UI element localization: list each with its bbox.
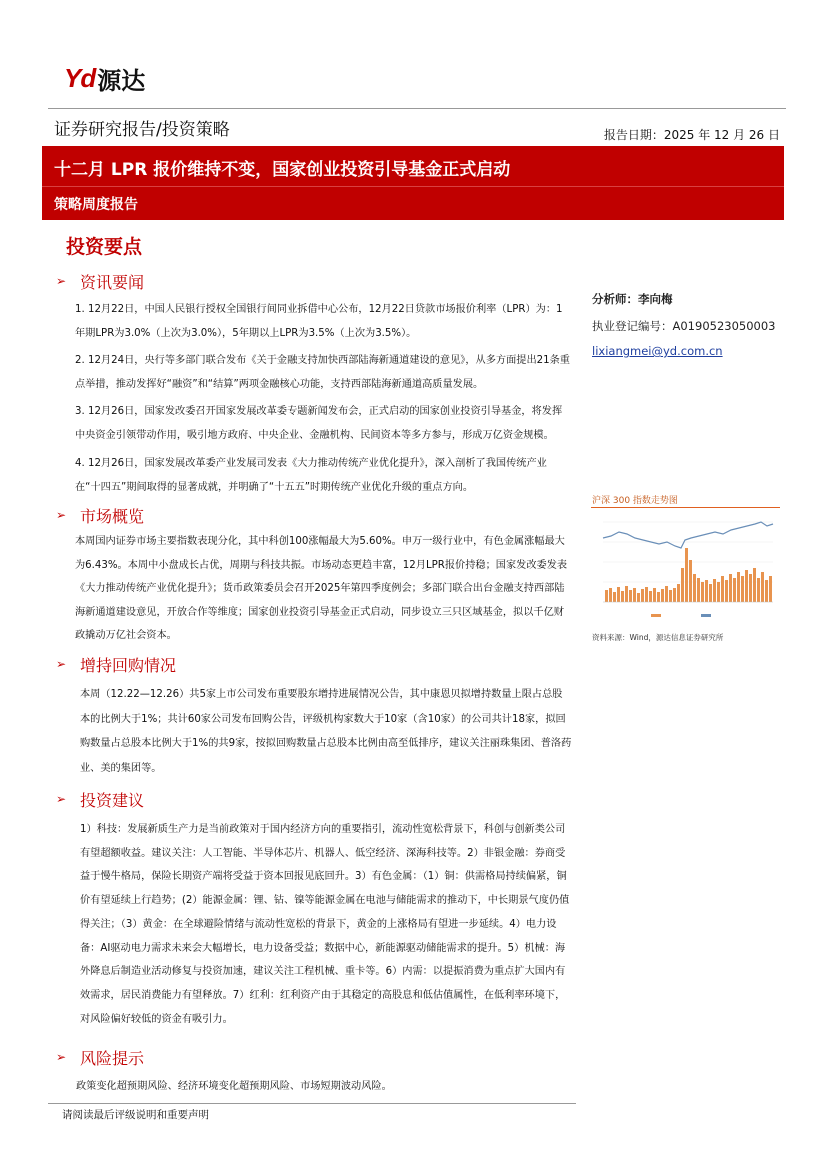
buyback-text: 本周（12.22—12.26）共5家上市公司发布重要股东增持进展情况公告，其中康恩贝拟增持数量上限占总股本的比例大于1%；共计60家公司发布回购公告，评级机构家数大于10家（含10家）的公司共计18家，拟回购数量占总股本比例大于1%的共9家，按拟回购数量占总股本比例由高至低排序，建议关注丽珠集团、普洛药业、美的集团等。	[80, 689, 572, 774]
news-item-3: 3. 12月26日，国家发改委召开国家发展改革委专题新闻发布会，正式启动的国家创业投资引导基金，将发挥中央资金引领带动作用，吸引地方政府、中央企业、金融机构、民间资本等多方参与，形成万亿资金规模。	[75, 406, 563, 441]
header-divider	[48, 108, 786, 109]
section-title: 市场概览	[80, 506, 145, 526]
section-news-heading	[56, 269, 144, 293]
csi300-trend-chart	[591, 507, 780, 627]
disclaimer-note: 请阅读最后评级说明和重要声明	[62, 1109, 209, 1121]
section-title: 风险提示	[80, 1048, 145, 1068]
logo	[64, 62, 146, 95]
subtitle-banner	[42, 186, 784, 220]
arrow-bullet-icon: ➢	[56, 508, 67, 522]
news-item-1: 1. 12月22日，中国人民银行授权全国银行间同业拆借中心公布，12月22日贷款市场报价利率（LPR）为：1年期LPR为3.0%（上次为3.0%），5年期以上LPR为3.5%（上次为3.5%）。	[75, 304, 563, 339]
chart-title: 沪深 300 指数走势图	[592, 496, 678, 506]
chart-image	[591, 508, 780, 628]
analyst-name: 分析师：李向梅	[592, 292, 673, 306]
report-title: 十二月 LPR 报价维持不变，国家创业投资引导基金正式启动	[54, 160, 511, 180]
risk-text: 政策变化超预期风险、经济环境变化超预期风险、市场短期波动风险。	[76, 1081, 392, 1092]
section-buyback-heading	[56, 652, 176, 676]
analyst-email-link[interactable]: lixiangmei@yd.com.cn	[592, 344, 723, 358]
chart-source: 资料来源：Wind，源达信息证券研究所	[592, 633, 724, 642]
report-type: 证券研究报告/投资策略	[54, 120, 230, 140]
section-risk-heading	[56, 1045, 144, 1069]
advice-text: 1）科技：发展新质生产力是当前政策对于国内经济方向的重要指引，流动性宽松背景下，科创与创新类公司有望超额收益。建议关注：人工智能、半导体芯片、机器人、低空经济、深海科技等。2）非银金融：券商受益于慢牛格局，保险长期资产端将受益于资本回报见底回升。3）有色金属：（1）铜：供需格局持续偏紧，铜价有望延续上行趋势；(2）能源金属：锂、钴、镍等能源金属在电池与储能需求的推动下，中长期景气度仍值得关注；（3）黄金：在全球避险情绪与流动性宽松的背景下，黄金的上涨格局有望进一步延续。4）电力设备：AI驱动电力需求未来会大幅增长，电力设备受益；数据中心，新能源驱动储能需求的提升。5）机械：海外降息后制造业活动修复与投资加速，建议关注工程机械、重卡等。6）内需：以提振消费为重点扩大国内有效需求，居民消费能力有望释放。7）红利：红利资产由于其稳定的高股息和低估值属性，在低利率环境下，对风险偏好较低的资金有吸引力。	[80, 824, 570, 1025]
section-title: 投资建议	[80, 790, 145, 810]
footer-divider	[48, 1103, 576, 1104]
title-banner	[42, 146, 784, 186]
section-title: 增持回购情况	[80, 655, 177, 675]
logo-mark: Yd	[64, 62, 96, 93]
market-overview-text: 本周国内证券市场主要指数表现分化，其中科创100涨幅最大为5.60%。申万一级行业中，有色金属涨幅最大为6.43%。本周中小盘成长占优，周期与科技共振。市场动态更趋丰富，12月LPR报价持稳；国家发改委发表《大力推动传统产业优化提升》；货币政策委员会召开2025年第四季度例会；多部门联合出台金融支持西部陆海新通道建设意见，开放合作等维度；国家创业投资引导基金正式启动，同步设立三只区域基金，拟以千亿财政撬动万亿社会资本。	[75, 536, 568, 641]
section-market-heading	[56, 503, 144, 527]
section-advice-heading	[56, 787, 144, 811]
arrow-bullet-icon: ➢	[56, 792, 67, 806]
news-item-2: 2. 12月24日，央行等多部门联合发布《关于金融支持加快西部陆海新通道建设的意见》，从多方面提出21条重点举措，推动发挥好“融资”和“结算”两项金融核心功能，支持西部陆海新通道高质量发展。	[75, 355, 570, 390]
arrow-bullet-icon: ➢	[56, 657, 67, 671]
report-subtitle: 策略周度报告	[54, 197, 138, 213]
section-investment-highlights: 投资要点	[66, 236, 143, 258]
news-item-4: 4. 12月26日，国家发展改革委产业发展司发表《大力推动传统产业优化提升》，深入剖析了我国传统产业在“十四五”期间取得的显著成就，并明确了“十五五”时期传统产业优化升级的重点方向。	[75, 458, 547, 493]
section-title: 资讯要闻	[80, 272, 145, 292]
registration-number: 执业登记编号：A0190523050003	[592, 319, 776, 333]
report-date: 报告日期：2025 年 12 月 26 日	[603, 128, 780, 142]
arrow-bullet-icon: ➢	[56, 274, 67, 288]
logo-name: 源达	[97, 66, 146, 95]
arrow-bullet-icon: ➢	[56, 1050, 67, 1064]
